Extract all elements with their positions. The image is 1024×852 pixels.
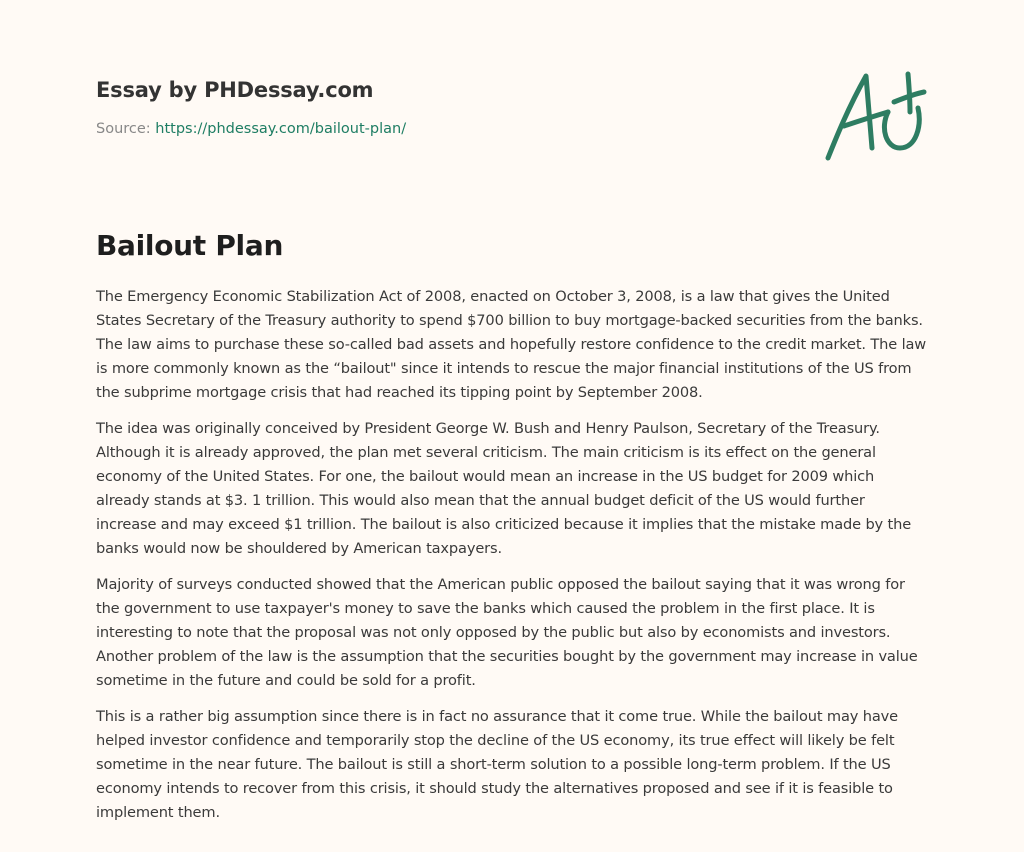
source-label: Source: (96, 121, 156, 137)
site-title: Essay by PHDessay.com (96, 78, 374, 102)
paragraph: Majority of surveys conducted showed that the American public opposed the bailout saying that it was wrong for the government to use taxpayer's money to save the banks which caused the problem in the first place. It is interesting to note that the proposal was not only opposed by the public but also by economists and investors. Another problem of the law is the assumption that the securities bought by the government may increase in value sometime in the future and could be sold for a profit. (96, 576, 918, 689)
document-title: Bailout Plan (96, 229, 284, 262)
paragraph: The Emergency Economic Stabilization Act of 2008, enacted on October 3, 2008, is a law that gives the United States Secretary of the Treasury authority to spend $700 billion to buy mortgage-backed securities from the banks. The law aims to purchase these so-called bad assets and hopefully restore confidence to the credit market. The law is more commonly known as the “bailout" since it intends to rescue the major financial institutions of the US from the subprime mortgage crisis that had reached its tipping point by September 2008. (96, 288, 927, 401)
source-line (96, 118, 796, 140)
paragraph: This is a rather big assumption since there is in fact no assurance that it come true. While the bailout may have helped investor confidence and temporarily stop the decline of the US economy, its true effect will likely be felt sometime in the near future. The bailout is still a short-term solution to a possible long-term problem. If the US economy intends to recover from this crisis, it should study the alternatives proposed and see if it is feasible to implement them. (96, 708, 898, 821)
page-header (96, 74, 796, 140)
a-plus-grade-icon (822, 68, 928, 164)
source-link[interactable]: https://phdessay.com/bailout-plan/ (155, 121, 407, 137)
document-body (96, 285, 928, 837)
paragraph: The idea was originally conceived by President George W. Bush and Henry Paulson, Secretary of the Treasury. Although it is already approved, the plan met several criticism. The main criticism is its effect on the general economy of the United States. For one, the bailout would mean an increase in the US budget for 2009 which already stands at $3. 1 trillion. This would also mean that the annual budget deficit of the US would further increase and may exceed $1 trillion. The bailout is also criticized because it implies that the mistake made by the banks would now be shouldered by American taxpayers. (96, 420, 912, 557)
